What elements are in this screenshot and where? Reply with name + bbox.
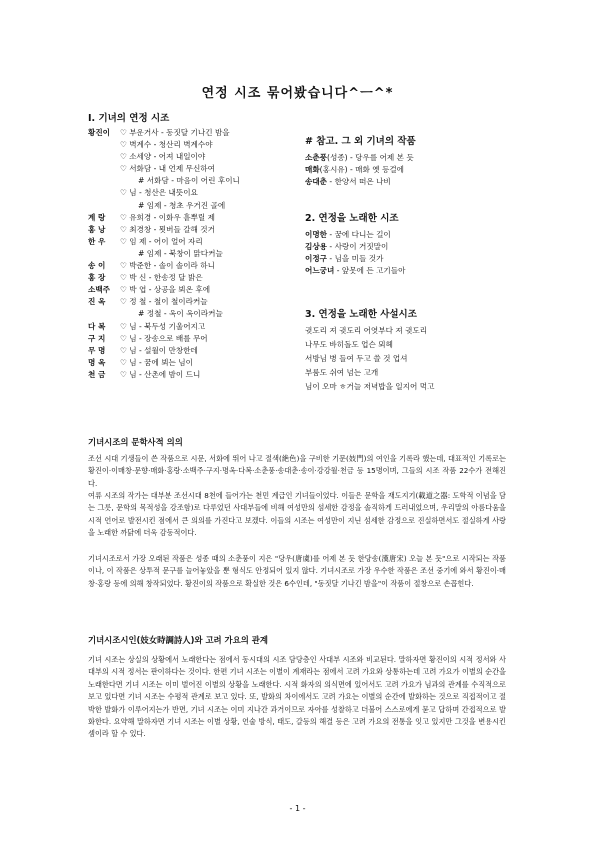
love-sijo-row bbox=[305, 229, 405, 241]
saseol-sijo-line: 서방님 병 들여 두고 쓸 것 업셔 bbox=[305, 354, 408, 363]
poem-row bbox=[88, 345, 240, 357]
poet-name: 어느궁녀 bbox=[305, 266, 335, 276]
essay1-paragraph: 기녀시조로서 가장 오래된 작품은 성종 때의 소춘풍이 지은 "당우(唐虞)를 어제 본 듯 한당송(漢唐宋) 오늘 본 듯"으로 시작되는 작품이나, 이 작품은 상투적 문구를 늘어놓았을 뿐 형식도 안정되어 있지 않다. 기녀시조로 가장 우수한 작품은 조선 중기에 와서 황진이·매창·홍랑 등에 의해 창작되었다. 황진이의 작품으로 확실한 것은 6수인데, "동짓달 기나긴 밤을"이 작품이 절창으로 손꼽힌다. bbox=[88, 554, 506, 588]
poem-row bbox=[88, 357, 240, 369]
poem-author: 홍 낭 bbox=[88, 224, 106, 234]
poem-work: ♡ 유희경 - 이화우 흩뿌릴 제 bbox=[120, 212, 215, 222]
section-heading-love-sijo: 2. 연정을 노래한 시조 bbox=[305, 213, 399, 224]
saseol-sijo-line: 부룸도 쉬여 넘는 고개 bbox=[305, 368, 379, 377]
poem-row bbox=[88, 296, 240, 308]
poem-author bbox=[88, 139, 120, 151]
poet-name: 김상용 bbox=[305, 242, 328, 252]
poem-first-line: (성종) - 당우를 어제 본 듯 bbox=[327, 153, 414, 162]
poem-first-line: (홍시유) - 매화 옛 등걸에 bbox=[319, 165, 405, 175]
saseol-sijo-line: 나무도 바히돌도 업슨 뫼헤 bbox=[305, 340, 393, 349]
essay1-paragraph: 여류 시조의 작가는 대부분 조선시대 8천에 들어가는 천민 계급인 기녀들이었다. 이들은 문학을 재도지기(載道之器: 도학적 이념을 담는 그릇, 문학의 목적성을 강조함)로 다루었던 사대부들에 비해 여성만의 섬세한 감정을 솔직하게 드러내었으며, 우리말의 아름다움을 시적 언어로 발전시킨 점에서 큰 의의를 가진다고 보겠다. 이들의 시조는 여성만이 지닌 섬세한 감정으로 진실하면서도 절실하게 사랑을 노래한 까닭에 더욱 감동적이다. bbox=[88, 491, 506, 538]
poem-author: 계 랑 bbox=[88, 212, 106, 222]
other-work-row bbox=[305, 164, 414, 176]
poem-author: 한 우 bbox=[88, 236, 106, 246]
saseol-sijo-list bbox=[305, 324, 434, 394]
poem-author bbox=[88, 200, 138, 212]
poem-row bbox=[88, 212, 240, 224]
essay-heading-significance: 기녀시조의 문학사적 의의 bbox=[88, 437, 183, 447]
poem-author: 소백주 bbox=[88, 285, 111, 295]
poem-work: # 임제 - 북창이 맑다커늘 bbox=[138, 248, 223, 258]
poem-first-line: - 앞못에 든 고기들아 bbox=[334, 266, 406, 276]
poem-work: ♡ 님 - 꿈에 뵈는 님이 bbox=[120, 357, 193, 367]
poem-work: # 정철 - 옥이 옥이라커늘 bbox=[138, 309, 223, 319]
poem-row bbox=[88, 284, 240, 296]
section-heading-saseol-sijo: 3. 연정을 노래한 사설시조 bbox=[305, 309, 417, 320]
poem-work: ♡ 벽계수 - 청산리 벽계수야 bbox=[120, 140, 213, 150]
page-title: 연정 시조 묶어봤습니다^ㅡ^* bbox=[201, 86, 394, 101]
poem-author: 황진이 bbox=[88, 128, 111, 137]
other-work-row bbox=[305, 176, 414, 188]
poem-row bbox=[88, 175, 240, 187]
poem-first-line: - 한양서 떠온 나비 bbox=[327, 177, 391, 187]
poem-first-line: - 꿈에 다니는 길이 bbox=[327, 230, 391, 239]
poem-work: ♡ 박 신 - 한송정 달 밝은 bbox=[120, 273, 203, 283]
poem-first-line: - 님을 미들 것가 bbox=[327, 254, 384, 264]
essay1-paragraph: 조선 시대 기생들이 쓴 작품으로 시문, 서화에 뛰어 나고 절색(絶色)을 구비한 기문(妓門)의 여인을 기록라 했는데, 대표적인 기록로는 황진이·이매창·문향·매화·홍랑·소백주·구지·명옥·다복·소춘풍·송대춘·송이·강강월·천금 등 15명이며, 그들의 시조 작품 22수가 전해진다. bbox=[88, 454, 506, 488]
essay2-paragraph: 기녀 시조는 상실의 상황에서 노래한다는 점에서 동시대의 시조 담당층인 사대부 시조와 비교된다. 말하자면 황진이의 시적 정서와 사대부의 시적 정서는 판이하다는 것이다. 한편 기녀 시조는 이별이 계재라는 점에서 고려 가요와 상통하는데 고려 가요가 이별의 순간을 노래한다면 기녀 시조는 이미 벌어진 이별의 상황을 노래한다. 시적 화자의 의식면에 있어서도 고려 가요가 님과의 관계를 수직적으로 보고 있다면 기녀 시조는 수평적 관계로 보고 있다. 또, 발화의 차이에서도 고려 가요는 이별의 순간에 발화하는 것으로 직접적이고 절박한 발화가 이루어지는가 반면, 기녀 시조는 이미 지나간 과거이므로 자아를 성찰하고 더불어 스스로에게 묻고 답하며 간접적으로 발화한다. 요약해 말하자면 기녀 시조는 이별 상황, 언술 방식, 태도, 갈등의 해결 등은 고려 가요의 전통을 잇고 있지만 그것을 변용시킨 셈이라 할 수 있다. bbox=[88, 655, 506, 739]
essay-heading-relation: 기녀시조시인(妓女時調詩人)와 고려 가요의 관계 bbox=[88, 635, 268, 645]
poem-row bbox=[88, 333, 240, 345]
poem-row bbox=[88, 321, 240, 333]
courtesan-poem-list bbox=[88, 127, 240, 381]
poem-author bbox=[88, 151, 120, 163]
love-sijo-row bbox=[305, 265, 405, 277]
poem-author bbox=[88, 163, 120, 175]
poem-author bbox=[88, 248, 138, 260]
poem-author: 무 명 bbox=[88, 345, 106, 355]
poem-row bbox=[88, 139, 240, 151]
poem-row bbox=[88, 200, 240, 212]
poem-author: 송 이 bbox=[88, 261, 106, 271]
love-sijo-row bbox=[305, 253, 405, 265]
poem-work: ♡ 임 제 - 어이 얼어 자리 bbox=[120, 236, 203, 246]
poem-author bbox=[88, 187, 120, 199]
love-sijo-list bbox=[305, 229, 405, 277]
poem-row bbox=[88, 260, 240, 272]
poem-author: 홍 장 bbox=[88, 273, 106, 283]
other-works-list bbox=[305, 152, 414, 188]
poem-work: ♡ 소세양 - 어져 내일이야 bbox=[120, 152, 206, 162]
poem-author: 명 옥 bbox=[88, 357, 106, 367]
saseol-sijo-line: 님이 오마 ㅎ거늘 저녁밥을 일지어 먹고 bbox=[305, 382, 435, 391]
poem-row bbox=[88, 248, 240, 260]
poet-name: 소춘풍 bbox=[305, 153, 328, 162]
poem-work: ♡ 님 - 장송으로 배를 무어 bbox=[120, 333, 208, 343]
poem-row bbox=[88, 272, 240, 284]
poem-row bbox=[88, 151, 240, 163]
poem-work: ♡ 님 - 산촌에 밤이 드니 bbox=[120, 369, 201, 379]
poem-work: ♡ 정 철 - 철이 철이라커늘 bbox=[120, 297, 208, 307]
poem-work: ♡ 님 - 청산은 내뜻이요 bbox=[120, 188, 198, 198]
poem-row bbox=[88, 163, 240, 175]
saseol-sijo-line: 귓도리 져 귓도리 어엿부다 져 귓도리 bbox=[305, 326, 428, 335]
poem-row bbox=[88, 224, 240, 236]
poet-name: 송대춘 bbox=[305, 177, 328, 187]
poem-row bbox=[88, 369, 240, 381]
poem-author: 구 지 bbox=[88, 333, 106, 343]
poem-author: 다 복 bbox=[88, 321, 106, 331]
section-heading-courtesan-poems: Ⅰ. 기녀의 연정 시조 bbox=[88, 113, 170, 124]
poem-work: ♡ 박 엽 - 상공을 뵈온 후에 bbox=[120, 285, 211, 295]
poem-row bbox=[88, 187, 240, 199]
poem-author bbox=[88, 308, 138, 320]
poet-name: 매화 bbox=[305, 165, 320, 175]
poet-name: 이정구 bbox=[305, 254, 328, 264]
poem-work: ♡ 서화담 - 내 언제 무신하여 bbox=[120, 164, 215, 174]
poem-author bbox=[88, 175, 138, 187]
section-heading-other-works: # 참고. 그 외 기녀의 작품 bbox=[305, 136, 416, 147]
poem-first-line: - 사랑이 거짓말이 bbox=[327, 242, 389, 252]
poem-work: ♡ 님 - 설월이 만창한데 bbox=[120, 345, 198, 355]
poem-row bbox=[88, 127, 240, 139]
poem-work: # 서화담 - 마음이 어린 후이니 bbox=[138, 176, 240, 186]
poem-work: # 임제 - 청초 우거진 골에 bbox=[138, 200, 226, 210]
other-work-row bbox=[305, 152, 414, 164]
poem-row bbox=[88, 308, 240, 320]
poem-work: ♡ 부운거사 - 동짓달 기나긴 밤을 bbox=[120, 128, 230, 137]
poem-row bbox=[88, 236, 240, 248]
poem-work: ♡ 최경창 - 묏버들 갈해 것거 bbox=[120, 224, 215, 234]
poem-author: 진 옥 bbox=[88, 297, 106, 307]
love-sijo-row bbox=[305, 241, 405, 253]
poem-work: ♡ 박준한 - 솔이 솔이라 하니 bbox=[120, 261, 215, 271]
poem-author: 천 금 bbox=[88, 369, 106, 379]
poem-work: ♡ 님 - 북두성 기울어지고 bbox=[120, 321, 206, 331]
page-number: - 1 - bbox=[289, 804, 306, 813]
poet-name: 이명한 bbox=[305, 230, 328, 239]
